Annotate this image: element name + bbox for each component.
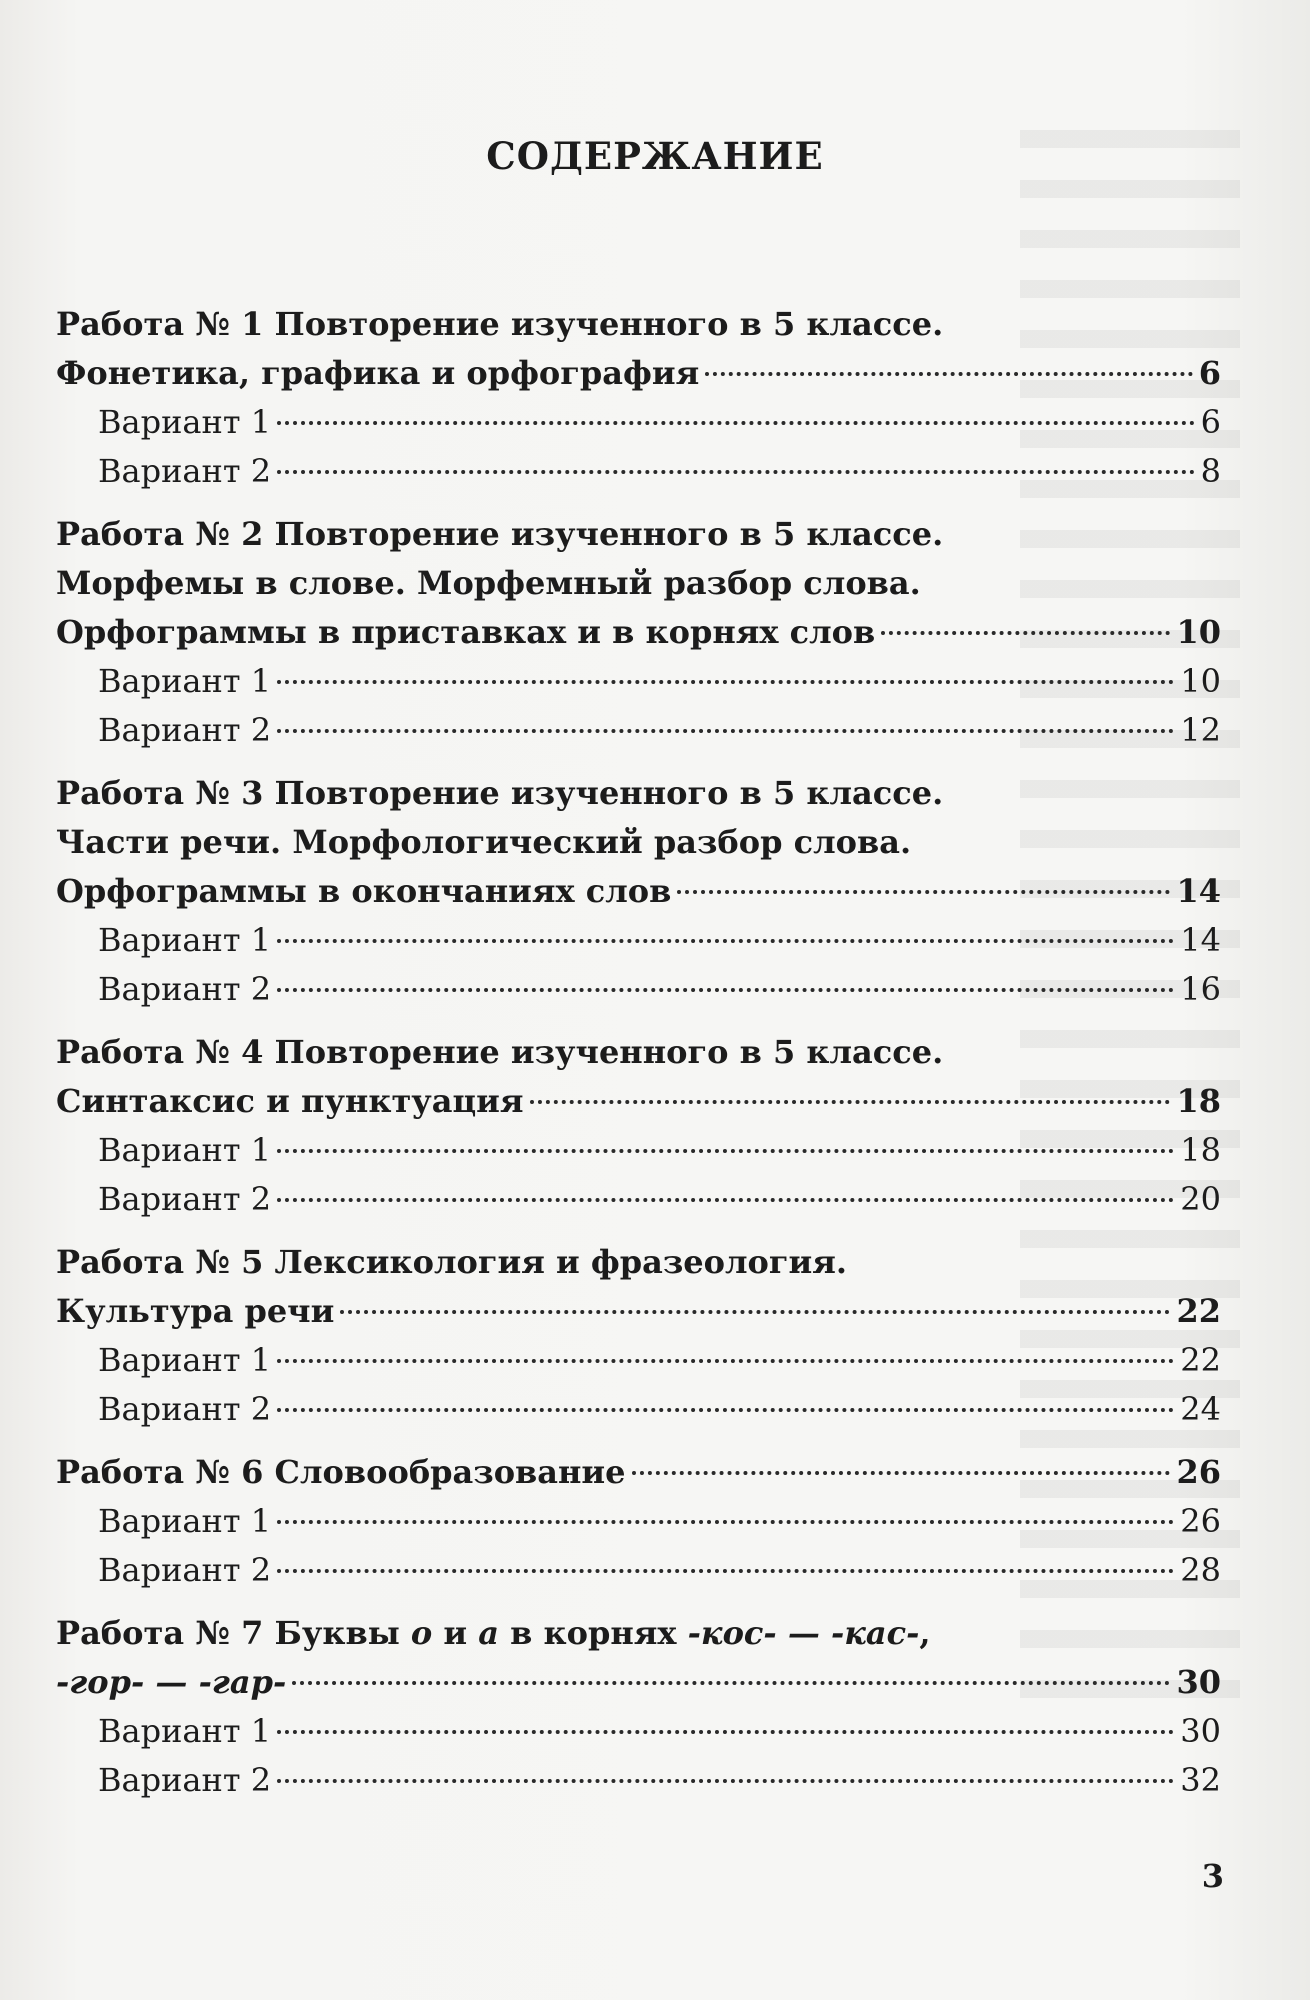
page-ref: 26 xyxy=(1180,1502,1221,1540)
toc-heading-last-line: -гор- — -гар- 30 xyxy=(56,1658,1221,1707)
dot-leader xyxy=(277,1359,1174,1363)
page-ref: 26 xyxy=(1176,1453,1221,1491)
toc-heading-last-line: Синтаксис и пунктуация 18 xyxy=(56,1077,1221,1126)
toc-heading-last-line: Фонетика, графика и орфография 6 xyxy=(56,349,1221,398)
page-title: СОДЕРЖАНИЕ xyxy=(486,134,824,178)
toc-variant-line: Вариант 1 30 xyxy=(56,1707,1221,1756)
toc-variant-line: Вариант 1 26 xyxy=(56,1497,1221,1546)
toc-heading-line: Работа № 2 Повторение изученного в 5 классе. xyxy=(56,515,944,553)
toc-heading-last-line: Культура речи 22 xyxy=(56,1287,1221,1336)
page-ref: 22 xyxy=(1176,1292,1221,1330)
toc-variant-line: Вариант 1 22 xyxy=(56,1336,1221,1385)
page-ref: 18 xyxy=(1180,1131,1221,1169)
dot-leader xyxy=(340,1310,1170,1314)
dot-leader xyxy=(277,1149,1174,1153)
dot-leader xyxy=(277,470,1195,474)
dot-leader xyxy=(277,1779,1174,1783)
dot-leader xyxy=(277,729,1174,733)
page-ref: 10 xyxy=(1176,613,1221,651)
toc-heading-line: Работа № 1 Повторение изученного в 5 классе. xyxy=(56,305,944,343)
dot-leader xyxy=(632,1471,1171,1475)
page-ref: 12 xyxy=(1180,711,1221,749)
dot-leader xyxy=(292,1681,1170,1685)
toc-variant-line: Вариант 2 20 xyxy=(56,1175,1221,1224)
dot-leader xyxy=(277,1408,1174,1412)
toc-variant-line: Вариант 2 24 xyxy=(56,1385,1221,1434)
page-ref: 10 xyxy=(1180,662,1221,700)
toc-variant-line: Вариант 2 12 xyxy=(56,706,1221,755)
toc-heading-line: Работа № 3 Повторение изученного в 5 классе. xyxy=(56,774,944,812)
toc-heading-last-line: Работа № 6 Словообразование 26 xyxy=(56,1448,1221,1497)
toc-heading-last-line: Орфограммы в окончаниях слов 14 xyxy=(56,867,1221,916)
page-ref: 22 xyxy=(1180,1341,1221,1379)
toc-variant-line: Вариант 2 28 xyxy=(56,1546,1221,1595)
toc-heading-line: Части речи. Морфологический разбор слова. xyxy=(56,823,912,861)
toc-variant-line: Вариант 2 16 xyxy=(56,965,1221,1014)
dot-leader xyxy=(277,1730,1174,1734)
page-ref: 20 xyxy=(1180,1180,1221,1218)
page-ref: 24 xyxy=(1180,1390,1221,1428)
page-number: 3 xyxy=(1201,1857,1224,1895)
dot-leader xyxy=(277,1569,1174,1573)
toc-entry-work-4 xyxy=(56,1028,1221,1224)
dot-leader xyxy=(705,372,1193,376)
dot-leader xyxy=(277,421,1195,425)
page-ref: 32 xyxy=(1180,1761,1221,1799)
toc-heading-last-line: Орфограммы в приставках и в корнях слов 10 xyxy=(56,608,1221,657)
page-ref: 6 xyxy=(1198,354,1221,392)
dot-leader xyxy=(677,890,1170,894)
toc-variant-line: Вариант 2 32 xyxy=(56,1756,1221,1805)
toc-variant-line: Вариант 1 10 xyxy=(56,657,1221,706)
dot-leader xyxy=(277,939,1174,943)
page-ref: 8 xyxy=(1200,452,1221,490)
dot-leader xyxy=(881,631,1170,635)
toc-entry-work-2 xyxy=(56,510,1221,755)
dot-leader xyxy=(277,1520,1174,1524)
page-ref: 30 xyxy=(1180,1712,1221,1750)
toc-entry-work-5 xyxy=(56,1238,1221,1434)
page-ref: 6 xyxy=(1200,403,1221,441)
dot-leader xyxy=(530,1100,1171,1104)
toc-variant-line: Вариант 2 8 xyxy=(56,447,1221,496)
toc-heading-line: Работа № 5 Лексикология и фразеология. xyxy=(56,1243,847,1281)
toc-entry-work-6 xyxy=(56,1448,1221,1595)
page-ref: 28 xyxy=(1180,1551,1221,1589)
page-ref: 16 xyxy=(1180,970,1221,1008)
toc-variant-line: Вариант 1 14 xyxy=(56,916,1221,965)
toc-variant-line: Вариант 1 6 xyxy=(56,398,1221,447)
toc-heading-line: Морфемы в слове. Морфемный разбор слова. xyxy=(56,564,921,602)
toc-entry-work-1 xyxy=(56,300,1221,496)
toc-heading-line: Работа № 7 Буквы о и а в корнях -кос- — -кас-, xyxy=(56,1614,931,1652)
dot-leader xyxy=(277,680,1174,684)
page-ref: 30 xyxy=(1176,1663,1221,1701)
dot-leader xyxy=(277,1198,1174,1202)
page-ref: 18 xyxy=(1176,1082,1221,1120)
page-ref: 14 xyxy=(1176,872,1221,910)
dot-leader xyxy=(277,988,1174,992)
toc-variant-line: Вариант 1 18 xyxy=(56,1126,1221,1175)
toc-entry-work-3 xyxy=(56,769,1221,1014)
toc-entry-work-7 xyxy=(56,1609,1221,1805)
toc-heading-line: Работа № 4 Повторение изученного в 5 классе. xyxy=(56,1033,944,1071)
page-ref: 14 xyxy=(1180,921,1221,959)
table-of-contents xyxy=(56,300,1221,1819)
